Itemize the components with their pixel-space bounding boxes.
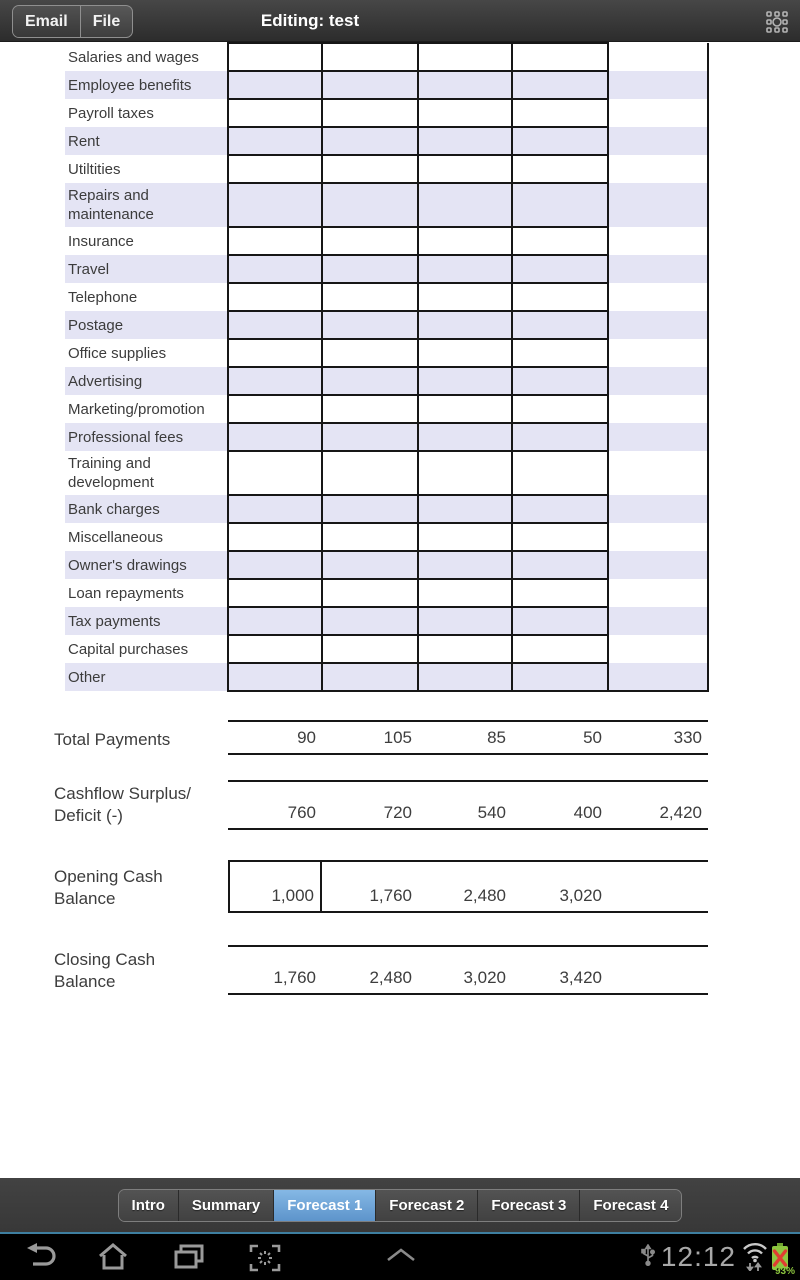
table-row (65, 71, 708, 99)
summary-value: 540 (477, 803, 506, 822)
grid-cell[interactable] (608, 283, 708, 311)
grid-cell[interactable] (418, 183, 512, 227)
expense-table (65, 42, 709, 692)
grid-cell[interactable] (228, 71, 322, 99)
grid-cell[interactable] (512, 43, 608, 71)
grid-cell[interactable] (418, 579, 512, 607)
grid-cell[interactable] (418, 551, 512, 579)
table-row (65, 395, 708, 423)
summary-value: 50 (583, 727, 602, 747)
row-label: Loan repayments (68, 584, 184, 602)
summary-value: 720 (383, 803, 412, 822)
table-row (65, 607, 708, 635)
summary-value: 85 (487, 727, 506, 747)
grid-cell[interactable] (322, 99, 418, 127)
row-label: Payroll taxes (68, 104, 154, 122)
row-label: Marketing/promotion (68, 400, 205, 418)
row-label: Miscellaneous (68, 528, 164, 546)
grid-cell[interactable] (608, 663, 708, 691)
grid-cell[interactable] (512, 495, 608, 523)
row-label: Telephone (68, 288, 138, 306)
grid-cell[interactable] (418, 451, 512, 495)
grid-cell[interactable] (512, 127, 608, 155)
row-label: Travel (65, 255, 228, 283)
table-row (65, 183, 708, 227)
grid-cell[interactable] (512, 523, 608, 551)
grid-cell[interactable] (322, 423, 418, 451)
table-row (65, 283, 708, 311)
summary-value: 3,020 (463, 968, 506, 987)
grid-cell[interactable] (418, 99, 512, 127)
grid-cell[interactable] (418, 71, 512, 99)
grid-cell[interactable] (512, 579, 608, 607)
grid-cell[interactable] (322, 663, 418, 691)
grid-cell[interactable] (322, 43, 418, 71)
tab-forecast-2[interactable]: Forecast 2 (376, 1190, 478, 1221)
grid-cell[interactable] (322, 311, 418, 339)
closing-label-line1: Closing Cash (54, 950, 156, 969)
summary-value: 1,760 (369, 886, 412, 905)
grid-cell[interactable] (418, 523, 512, 551)
action-bar (0, 0, 800, 42)
tab-forecast-4[interactable]: Forecast 4 (580, 1190, 681, 1221)
grid-cell[interactable] (512, 311, 608, 339)
closing-balance-row (228, 945, 708, 995)
grid-cell[interactable] (608, 607, 708, 635)
grid-cell[interactable] (228, 99, 322, 127)
row-label: Other (65, 663, 228, 691)
grid-cell[interactable] (322, 395, 418, 423)
grid-cell[interactable] (512, 183, 608, 227)
grid-cell[interactable] (228, 395, 322, 423)
summary-value: 330 (673, 727, 702, 747)
grid-cell[interactable] (512, 255, 608, 283)
summary-value: 90 (297, 727, 316, 747)
grid-cell[interactable] (322, 523, 418, 551)
table-row (65, 423, 708, 451)
grid-cell[interactable] (418, 127, 512, 155)
grid-cell[interactable] (228, 495, 322, 523)
table-row (65, 227, 708, 255)
grid-cell[interactable] (418, 155, 512, 183)
grid-cell[interactable] (608, 311, 708, 339)
grid-cell[interactable] (322, 127, 418, 155)
grid-cell[interactable] (418, 255, 512, 283)
cashflow-label-line2: Deficit (-) (54, 806, 123, 825)
grid-cell[interactable] (418, 423, 512, 451)
grid-cell[interactable] (608, 339, 708, 367)
editing-title: Editing: test (260, 11, 360, 30)
grid-cell[interactable] (512, 339, 608, 367)
row-label: Utiltities (68, 160, 121, 178)
sheet-tab-bar (0, 1178, 800, 1232)
row-label: Training and development (68, 455, 154, 491)
grid-cell[interactable] (608, 495, 708, 523)
expand-chevron-icon[interactable] (386, 1248, 416, 1267)
wifi-icon (742, 1239, 768, 1276)
table-row (65, 523, 708, 551)
total-payments-label: Total Payments (54, 730, 171, 749)
row-label: Employee benefits (65, 71, 228, 99)
summary-value (608, 862, 708, 911)
opening-label-line1: Opening Cash (54, 867, 163, 886)
grid-cell[interactable] (322, 451, 418, 495)
grid-cell[interactable] (418, 607, 512, 635)
dotted-grid-icon[interactable] (766, 11, 788, 33)
table-row (65, 255, 708, 283)
grid-cell[interactable] (512, 551, 608, 579)
summary-value: 400 (573, 803, 602, 822)
grid-cell[interactable] (512, 227, 608, 255)
grid-cell[interactable] (608, 127, 708, 155)
row-label: Rent (65, 127, 228, 155)
summary-value: 1,000 (228, 862, 322, 911)
row-label: Office supplies (68, 344, 167, 362)
grid-cell[interactable] (322, 183, 418, 227)
file-button[interactable]: File (92, 12, 121, 30)
grid-cell[interactable] (228, 43, 322, 71)
grid-cell[interactable] (322, 579, 418, 607)
tab-summary[interactable]: Summary (179, 1190, 274, 1221)
row-label: Capital purchases (68, 640, 189, 658)
grid-cell[interactable] (512, 99, 608, 127)
grid-cell[interactable] (418, 283, 512, 311)
grid-cell[interactable] (228, 339, 322, 367)
grid-cell[interactable] (512, 663, 608, 691)
grid-cell[interactable] (608, 579, 708, 607)
grid-cell[interactable] (418, 635, 512, 663)
back-icon[interactable] (24, 1243, 58, 1276)
grid-cell[interactable] (228, 227, 322, 255)
grid-cell[interactable] (228, 551, 322, 579)
closing-label-line2: Balance (54, 972, 116, 991)
opening-balance-row (228, 860, 708, 913)
grid-cell[interactable] (418, 663, 512, 691)
summary-value (608, 947, 708, 993)
total-payments-row (228, 720, 708, 755)
tab-intro[interactable]: Intro (119, 1190, 179, 1221)
grid-cell[interactable] (608, 227, 708, 255)
grid-cell[interactable] (228, 311, 322, 339)
grid-cell[interactable] (322, 367, 418, 395)
action-button-group (12, 5, 133, 38)
recent-apps-icon[interactable] (172, 1243, 206, 1276)
grid-cell[interactable] (608, 635, 708, 663)
grid-cell[interactable] (228, 423, 322, 451)
grid-cell[interactable] (512, 395, 608, 423)
grid-cell[interactable] (418, 495, 512, 523)
grid-cell[interactable] (512, 635, 608, 663)
grid-cell[interactable] (608, 451, 708, 495)
summary-value: 3,020 (559, 886, 602, 905)
battery-percent-text: 93% (774, 1266, 795, 1277)
table-row (65, 43, 708, 71)
grid-cell[interactable] (608, 551, 708, 579)
row-label: Tax payments (65, 607, 228, 635)
summary-value: 2,420 (659, 803, 702, 822)
opening-label-line2: Balance (54, 889, 116, 908)
status-area[interactable] (641, 1234, 795, 1280)
grid-cell[interactable] (228, 635, 322, 663)
grid-cell[interactable] (228, 523, 322, 551)
grid-cell[interactable] (512, 607, 608, 635)
row-label: Salaries and wages (68, 48, 199, 66)
table-row (65, 551, 708, 579)
usb-icon (641, 1244, 655, 1271)
summary-value: 3,420 (559, 968, 602, 987)
grid-cell[interactable] (418, 395, 512, 423)
grid-cell[interactable] (322, 255, 418, 283)
tab-forecast-1[interactable]: Forecast 1 (274, 1190, 376, 1221)
table-row (65, 127, 708, 155)
home-icon[interactable] (96, 1243, 130, 1276)
tab-forecast-3[interactable]: Forecast 3 (478, 1190, 580, 1221)
table-row (65, 635, 708, 663)
row-label: Professional fees (65, 423, 228, 451)
table-row (65, 155, 708, 183)
row-label: Insurance (68, 232, 134, 250)
table-row (65, 451, 708, 495)
table-row (65, 339, 708, 367)
opening-balance-label (54, 866, 163, 910)
system-navigation-bar (0, 1234, 800, 1280)
grid-cell[interactable] (512, 155, 608, 183)
battery-icon (770, 1240, 795, 1277)
grid-cell[interactable] (608, 99, 708, 127)
grid-cell[interactable] (418, 43, 512, 71)
table-row (65, 367, 708, 395)
summary-value: 2,480 (369, 968, 412, 987)
grid-cell[interactable] (512, 423, 608, 451)
grid-cell[interactable] (608, 183, 708, 227)
table-row (65, 579, 708, 607)
grid-cell[interactable] (322, 495, 418, 523)
table-row (65, 663, 708, 691)
row-label: Advertising (65, 367, 228, 395)
email-button[interactable]: Email (13, 6, 81, 37)
grid-cell[interactable] (512, 367, 608, 395)
grid-cell[interactable] (512, 71, 608, 99)
grid-cell[interactable] (608, 367, 708, 395)
row-label: Owner's drawings (65, 551, 228, 579)
grid-cell[interactable] (228, 127, 322, 155)
grid-cell[interactable] (608, 523, 708, 551)
grid-cell[interactable] (228, 367, 322, 395)
screen-capture-icon[interactable] (248, 1243, 282, 1278)
grid-cell[interactable] (228, 155, 322, 183)
grid-cell[interactable] (418, 227, 512, 255)
grid-cell[interactable] (228, 663, 322, 691)
grid-cell[interactable] (608, 155, 708, 183)
summary-value: 105 (383, 727, 412, 747)
closing-balance-label (54, 949, 155, 993)
clock-text: 12:12 (660, 1241, 736, 1272)
grid-cell[interactable] (608, 255, 708, 283)
grid-cell[interactable] (322, 71, 418, 99)
tab-strip (118, 1189, 683, 1222)
summary-value: 760 (287, 803, 316, 822)
cashflow-label (54, 783, 191, 827)
grid-cell[interactable] (418, 311, 512, 339)
grid-cell[interactable] (322, 339, 418, 367)
grid-cell[interactable] (322, 155, 418, 183)
row-label: Repairs and maintenance (65, 183, 228, 227)
grid-cell[interactable] (608, 395, 708, 423)
row-label: Bank charges (65, 495, 228, 523)
grid-cell[interactable] (228, 579, 322, 607)
grid-cell[interactable] (228, 183, 322, 227)
grid-cell[interactable] (322, 227, 418, 255)
cashflow-row (228, 780, 708, 830)
grid-cell[interactable] (512, 451, 608, 495)
grid-cell[interactable] (322, 635, 418, 663)
grid-cell[interactable] (228, 451, 322, 495)
grid-cell[interactable] (418, 339, 512, 367)
grid-cell[interactable] (608, 71, 708, 99)
grid-cell[interactable] (608, 423, 708, 451)
row-label: Postage (65, 311, 228, 339)
grid-cell[interactable] (228, 283, 322, 311)
table-row (65, 311, 708, 339)
grid-cell[interactable] (228, 255, 322, 283)
grid-cell[interactable] (512, 283, 608, 311)
grid-cell[interactable] (322, 283, 418, 311)
table-row (65, 495, 708, 523)
summary-value: 1,760 (273, 968, 316, 987)
cashflow-label-line1: Cashflow Surplus/ (54, 784, 192, 803)
grid-cell[interactable] (322, 551, 418, 579)
grid-cell[interactable] (228, 607, 322, 635)
table-row (65, 99, 708, 127)
summary-value: 2,480 (463, 886, 506, 905)
grid-cell[interactable] (322, 607, 418, 635)
expense-table-body (65, 43, 708, 691)
grid-cell[interactable] (608, 43, 708, 71)
grid-cell[interactable] (418, 367, 512, 395)
